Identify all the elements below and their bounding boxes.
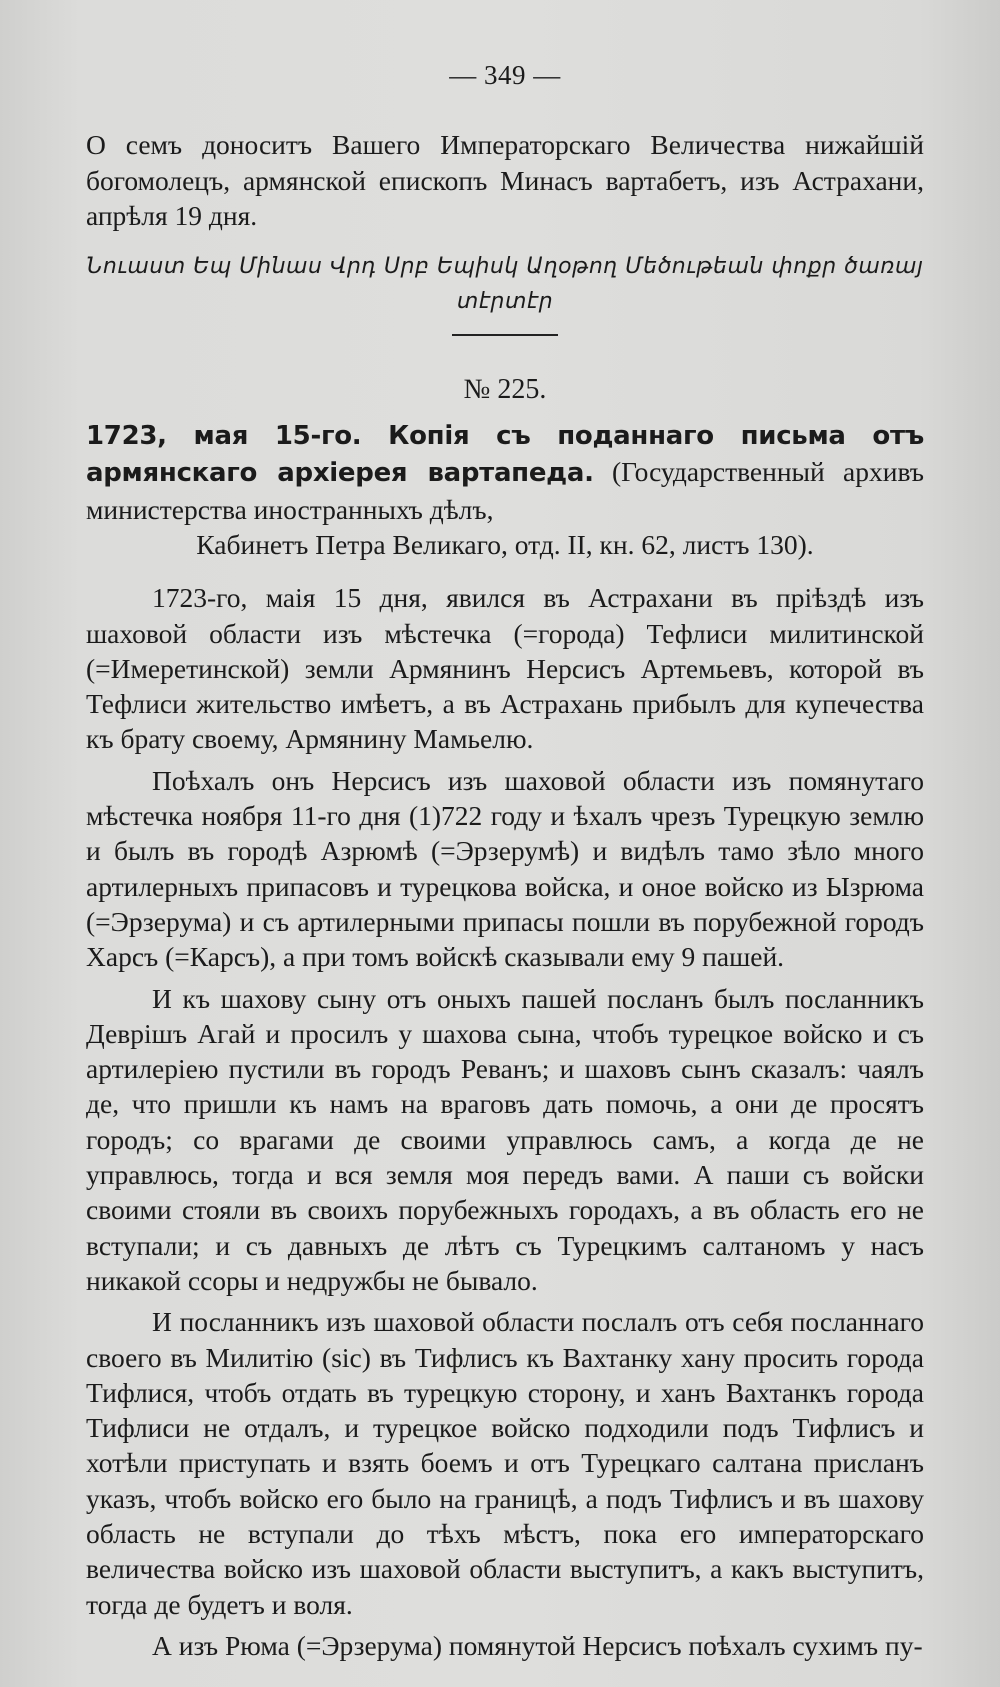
- body-paragraph-2: Поѣхалъ онъ Нерсисъ изъ шаховой области изъ помянутаго мѣстечка ноября 11-го дня (1)722 году и ѣхалъ чрезъ Турецкую землю и былъ въ городѣ Азрюмѣ (=Эрзерумѣ) и видѣлъ тамо зѣло много артилерныхъ припасовъ и турецкова войска, и оное войско из Ызрюма (=Эрзерума) и съ артилерными припасы пошли въ порубежной городъ Харсъ (=Карсъ), а при томъ войскѣ сказывали ему 9 пашей.: [86, 764, 924, 973]
- armenian-signature: Նուաստ Եպ Մինաս Վրդ Սրբ Եպիսկ Աղօթող Մեծութեան փոքր ծառայ տէրտէր: [86, 254, 924, 315]
- opening-paragraph: О семъ доноситъ Вашего Императорскаго Величества нижайшій богомолецъ, армянской епископъ Минасъ вартабетъ, изъ Астрахани, апрѣля 19 дня.: [86, 129, 924, 231]
- spacer: [86, 562, 924, 580]
- section-divider: [452, 334, 558, 336]
- page-number: — 349 —: [449, 60, 561, 90]
- heading-source-line2: Кабинетъ Петра Великаго, отд. II, кн. 62, листъ 130).: [196, 528, 814, 560]
- body-paragraph-1: 1723-го, маія 15 дня, явился въ Астрахани въ пріѣздѣ изъ шаховой области изъ мѣстечка (=города) Тефлиси милитинской (=Имеретинской) земли Армянинъ Нерсисъ Артемьевъ, которой въ Тефлиси жительство имѣетъ, а въ Астрахань прибылъ для купечества къ брату своему, Армянину Мамьелю.: [86, 582, 924, 755]
- document-heading: [86, 417, 924, 562]
- body-paragraph-5: А изъ Рюма (=Эрзерума) помянутой Нерсисъ поѣхалъ сухимъ пу-: [152, 1629, 923, 1661]
- body-paragraph-3: И къ шахову сыну отъ оныхъ пашей посланъ былъ посланникъ Деврішъ Агай и просилъ у шахова сына, чтобъ турецкое войско и съ артилеріею пустили въ городъ Реванъ; и шаховъ сынъ сказалъ: чаялъ де, что пришли къ намъ на враговъ дать помочь, а они де просятъ городъ; со врагами де своими управлюсь самъ, а когда де не управлюсь, тогда и вся земля моя передъ вами. А паши съ войски своими стояли въ своихъ порубежныхъ городахъ, а въ область его не вступали; и съ давныхъ де лѣтъ съ Турецкимъ салтаномъ у насъ никакой ссоры и недружбы не бывало.: [86, 982, 924, 1296]
- text-column: [86, 58, 924, 1663]
- body-paragraph-4: И посланникъ изъ шаховой области послалъ отъ себя посланнаго своего въ Милитію (sic) въ Тифлисъ къ Вахтанку хану просить города Тифлися, чтобъ отдать въ турецкую сторону, и ханъ Вахтанкъ города Тифлиси не отдалъ, и турецкое войско подходили подъ Тифлисъ и хотѣли приступать и взять боемъ и отъ Турецкаго салтана присланъ указъ, чтобъ войско его было на границѣ, а подъ Тифлисъ и въ шахову область не вступали до тѣхъ мѣстъ, пока его императорскаго величества войско изъ шаховой области выступитъ, а какъ выступитъ, тогда де будетъ и воля.: [86, 1306, 924, 1620]
- document-number: № 225.: [463, 373, 547, 405]
- heading-title: 1723, мая 15-го. Копія съ поданнаго письма отъ армянскаго архіерея вартапеда.: [86, 421, 924, 489]
- heading-source-line1: (Государственный архивъ министерства иностранныхъ дѣлъ,: [86, 456, 924, 525]
